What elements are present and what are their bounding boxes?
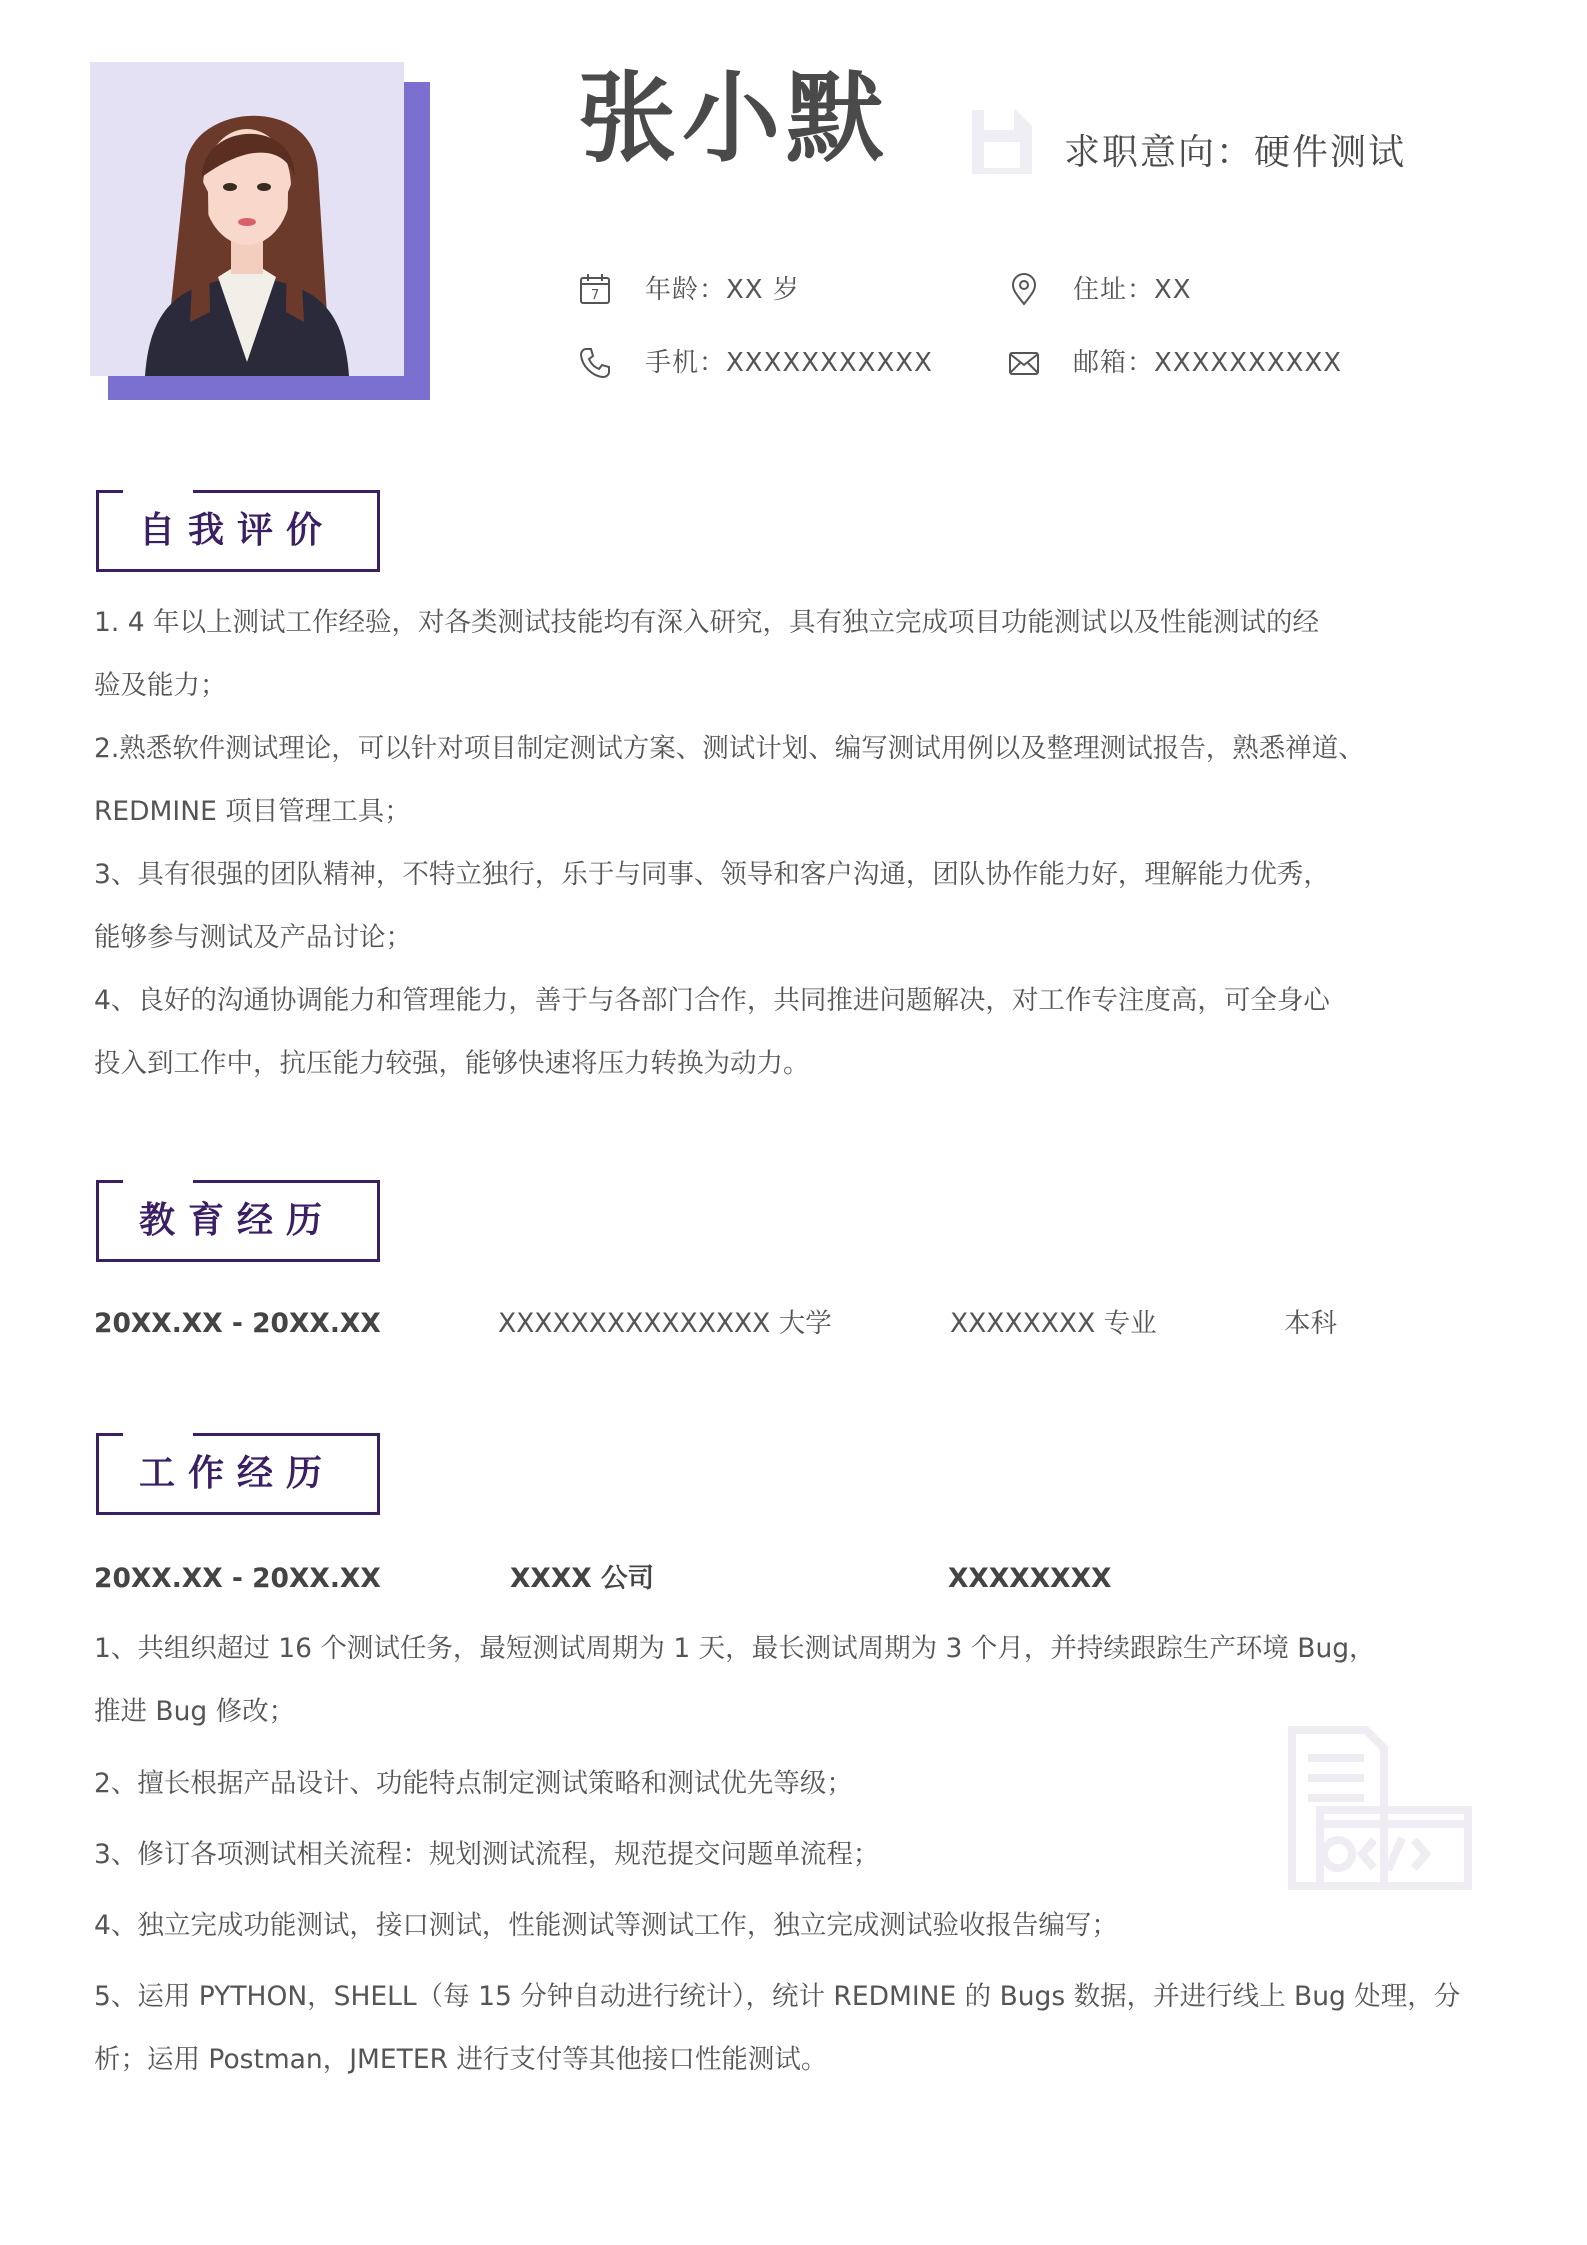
work-line: 5、运用 PYTHON，SHELL（每 15 分钟自动进行统计），统计 REDMINE 的 Bugs 数据，并进行线上 Bug 处理，分 [94, 1981, 1461, 2012]
phone-text: 手机：XXXXXXXXXXX [645, 348, 933, 378]
work-line: 析；运用 Postman，JMETER 进行支付等其他接口性能测试。 [94, 2044, 828, 2075]
section-header-education [96, 1180, 380, 1262]
job-intent: 求职意向：硬件测试 [1064, 132, 1407, 173]
self-eval-line: 3、具有很强的团队精神，不特立独行，乐于与同事、领导和客户沟通，团队协作能力好，理解能力优秀， [94, 859, 1330, 890]
mail-icon [1007, 346, 1041, 380]
work-position: XXXXXXXX [948, 1563, 1112, 1594]
calendar-icon [578, 272, 612, 306]
work-line: 3、修订各项测试相关流程：规划测试流程，规范提交问题单流程； [94, 1839, 880, 1870]
self-eval-line: 1. 4 年以上测试工作经验，对各类测试技能均有深入研究，具有独立完成项目功能测试以及性能测试的经 [94, 607, 1319, 638]
section-header-self-evaluation [96, 490, 380, 572]
self-eval-line: 2.熟悉软件测试理论，可以针对项目制定测试方案、测试计划、编写测试用例以及整理测试报告，熟悉禅道、 [94, 733, 1365, 764]
work-company: XXXX 公司 [510, 1563, 654, 1594]
svg-text:7: 7 [591, 288, 600, 303]
self-eval-line: 验及能力； [94, 670, 227, 701]
self-eval-line: 能够参与测试及产品讨论； [94, 922, 412, 953]
work-line: 推进 Bug 修改； [94, 1696, 296, 1727]
candidate-name: 张小默 [578, 62, 891, 176]
age-text: 年龄：XX 岁 [645, 275, 800, 305]
work-line: 2、擅长根据产品设计、功能特点制定测试策略和测试优先等级； [94, 1768, 853, 1799]
work-period: 20XX.XX - 20XX.XX [94, 1563, 381, 1594]
self-eval-line: REDMINE 项目管理工具； [94, 796, 411, 827]
self-eval-line: 4、良好的沟通协调能力和管理能力，善于与各部门合作，共同推进问题解决，对工作专注度高，可全身心 [94, 985, 1330, 1016]
section-title: 自我评价 [139, 510, 336, 551]
email-text: 邮箱：XXXXXXXXXX [1073, 348, 1343, 378]
section-title: 教育经历 [139, 1200, 336, 1241]
address-text: 住址：XX [1073, 275, 1192, 305]
education-period: 20XX.XX - 20XX.XX [94, 1308, 381, 1339]
education-major: XXXXXXXX 专业 [950, 1308, 1157, 1339]
work-line: 1、共组织超过 16 个测试任务，最短测试周期为 1 天，最长测试周期为 3 个月，并持续跟踪生产环境 Bug， [94, 1633, 1376, 1664]
section-title: 工作经历 [139, 1453, 336, 1494]
location-pin-icon [1007, 272, 1041, 306]
education-school: XXXXXXXXXXXXXXX 大学 [498, 1308, 832, 1339]
education-degree: 本科 [1284, 1308, 1337, 1339]
section-header-work [96, 1433, 380, 1515]
self-eval-line: 投入到工作中，抗压能力较强，能够快速将压力转换为动力。 [94, 1048, 810, 1079]
work-line: 4、独立完成功能测试，接口测试，性能测试等测试工作，独立完成测试验收报告编写； [94, 1910, 1118, 1941]
avatar [90, 62, 404, 376]
code-document-watermark-icon [1284, 1722, 1474, 1894]
document-icon [966, 106, 1038, 178]
phone-icon [578, 346, 612, 380]
